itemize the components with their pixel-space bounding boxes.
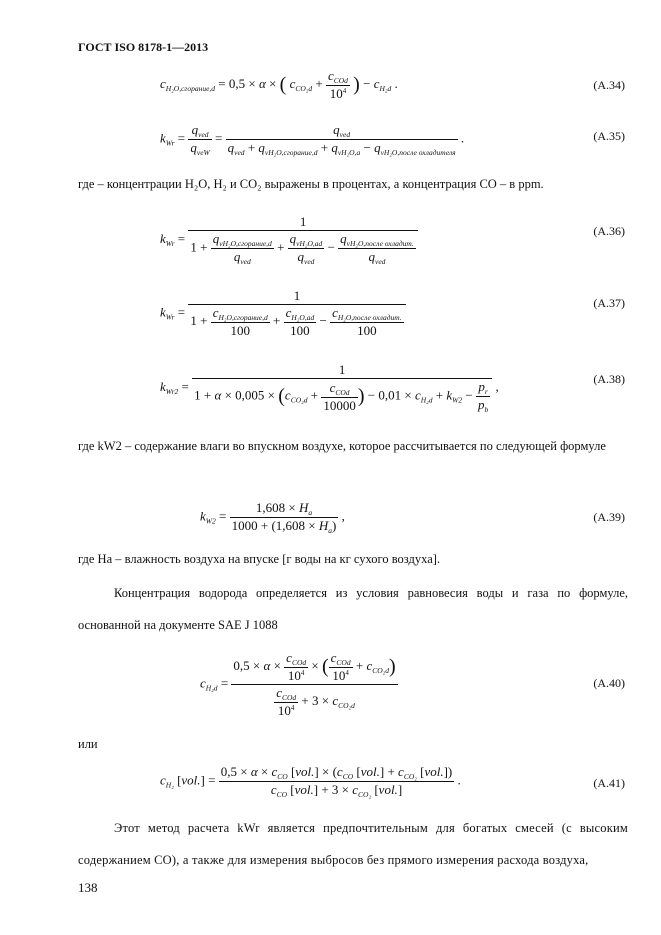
equation-a38: $k_{Wr2}$ = 1 $1 + \alpha \times 0,005 \times (c_{CO_2d}$ + $\frac{c_{COd}}{10000}$ ) − $0,01 \times c_{H_2d} + k_{W2}$ − $\frac{p_r}{p_b}$ , bbox=[160, 362, 499, 414]
equation-number-a38: (A.38) bbox=[593, 372, 625, 386]
equation-a40: $c_{H_2d}$ = 0,5 × α × $\frac{c_{COd}}{10^4}$ × ( $\frac{c_{COd}}{10^4}$ + $c_{CO_2d}$) $\frac{c_{COd}}{10^4}$ + $3 \times c_{CO_2d}$ bbox=[200, 650, 396, 718]
equation-a41: $c_{H_2}$ [vol.] = $\frac{0,5 \times \alpha \times c_{CO} [vol.] \times (c_{CO} [vol.] + c_{CO_2} [vol.])}{c_{CO} [vol.] + 3 \times c_{CO_2} [vol.]}$ . bbox=[160, 764, 461, 799]
paragraph-units: где – концентрации H₂O, H₂ и CO₂ выражены в процентах, а концентрация CO – в ppm. bbox=[78, 177, 544, 191]
equation-number-a34: (A.34) bbox=[593, 78, 625, 92]
document-header: ГОСТ ISO 8178-1—2013 bbox=[78, 40, 209, 54]
paragraph-kw2: где kW2 – содержание влаги во впускном воздухе, которое рассчитывается по следующей формуле bbox=[78, 439, 606, 453]
paragraph-hydrogen: Концентрация водорода определяется из условия равновесия воды и газа по формуле, основанной на документе SAE J 1088 bbox=[78, 586, 628, 632]
equation-a39: $k_{W2}$ = $\frac{1,608 \times H_a}{1000 + (1,608 \times H_a)}$ , bbox=[200, 500, 345, 535]
paragraph-or: или bbox=[78, 737, 98, 751]
equation-a35: $k_{Wr}$ = $\frac{q_{ved}}{q_{vеW}}$ = $\frac{q_{ved}}{q_{ved} + q_{vH_2O,сгорание,d} + q_{vH_2O,a} - q_{vH_2O,после охладителя}}$ . bbox=[160, 122, 465, 157]
equation-number-a41: (A.41) bbox=[593, 776, 625, 790]
equation-a36: $k_{Wr}$ = 1 1 + $\frac{q_{vH_2O,сгорание,d}}{q_{ved}}$ + $\frac{q_{vH_2O,ad}}{q_{ved}}$ − $\frac{q_{vH_2O,после охладит.}}{q_{ved}}$ bbox=[160, 214, 418, 266]
equation-a34: $c_{H_2O,сгорание,d} = 0,5 \times \alpha$ × ( $c_{CO_2d}$ + $\frac{c_{COd}}{10^4}$ ) − $c_{H_2d}$ . bbox=[160, 68, 398, 101]
equation-number-a36: (A.36) bbox=[593, 224, 625, 238]
equation-number-a39: (A.39) bbox=[593, 510, 625, 524]
paragraph-ha: где Ha – влажность воздуха на впуске [г воды на кг сухого воздуха]. bbox=[78, 552, 441, 566]
equation-a37: $k_{Wr}$ = 1 1 + $\frac{c_{H_2O,сгорание,d}}{100}$ + $\frac{c_{H_2O,ad}}{100}$ − $\frac{c_{H_2O,после охладит.}}{100}$ bbox=[160, 288, 406, 339]
page-number: 138 bbox=[78, 880, 98, 895]
equation-number-a37: (A.37) bbox=[593, 296, 625, 310]
paragraph-method: Этот метод расчета kWr является предпочтительным для богатых смесей (с высоким содержанием CO), а также для измерения выбросов без прямого измерения расхода воздуха, bbox=[78, 821, 628, 867]
equation-number-a35: (A.35) bbox=[593, 129, 625, 143]
equation-number-a40: (A.40) bbox=[593, 676, 625, 690]
